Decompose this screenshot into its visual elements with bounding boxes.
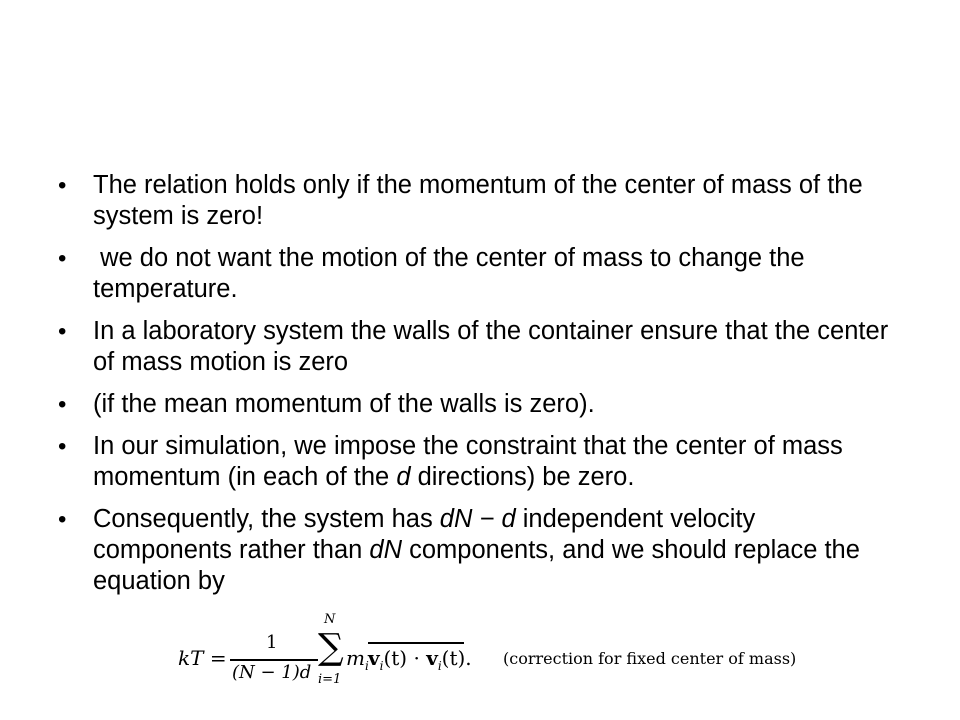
mass-symbol: m (346, 646, 365, 670)
velocity-symbol: v (368, 646, 380, 670)
velocity-subscript-2: i (437, 659, 442, 673)
bullet-text: In a laboratory system the walls of the container ensure that the center of mass motion is zero (93, 317, 889, 376)
bullet-item (58, 170, 898, 232)
summand-mass (346, 646, 369, 673)
bullet-dot-icon: • (58, 391, 67, 418)
bullet-item (58, 504, 898, 597)
bullet-text-part: independent velocity components rather than (93, 505, 756, 564)
bullet-item (58, 316, 898, 378)
sum-upper-limit: N (324, 612, 336, 627)
bullet-text: The relation holds only if the momentum of the center of mass of the system is zero! (93, 171, 863, 230)
equation-lhs: kT = (178, 646, 227, 670)
equation-note: (correction for fixed center of mass) (503, 649, 797, 668)
bullet-list (58, 170, 898, 608)
velocity-symbol-2: v (426, 646, 438, 670)
bullet-text: we do not want the motion of the center of mass to change the temperature. (93, 244, 812, 303)
bullet-text-italic: d (396, 463, 411, 491)
velocity-subscript: i (379, 659, 384, 673)
average-overline (368, 642, 464, 644)
bullet-text-italic: dN (369, 536, 403, 564)
bullet-dot-icon: • (58, 245, 67, 272)
sum-lower-limit: i=1 (318, 672, 342, 687)
bullet-item (58, 243, 898, 305)
bullet-text-italic: dN − d (439, 505, 516, 533)
bullet-text-part: components, and we should replace the equation by (93, 536, 860, 595)
fraction-bar (230, 659, 318, 661)
bullet-dot-icon: • (58, 506, 67, 533)
bullet-item (58, 431, 898, 493)
bullet-text: (if the mean momentum of the walls is zero). (93, 390, 595, 418)
bullet-dot-icon: • (58, 318, 67, 345)
velocity-argument: (t) · (383, 646, 427, 670)
velocity-product (368, 646, 472, 673)
bullet-dot-icon: • (58, 433, 67, 460)
equation-numerator: 1 (266, 632, 278, 653)
bullet-text-part: In our simulation, we impose the constraint that the center of mass momentum (in each of the (93, 432, 843, 491)
temperature-equation (178, 612, 838, 694)
bullet-item (58, 389, 898, 420)
mass-subscript: i (364, 659, 369, 673)
bullet-text-part: directions) be zero. (410, 463, 635, 491)
equation-denominator: (N − 1)d (232, 662, 312, 683)
sum-symbol: ∑ (318, 627, 344, 668)
bullet-dot-icon: • (58, 172, 67, 199)
velocity-argument-2: (t). (441, 646, 472, 670)
bullet-text-part: Consequently, the system has (93, 505, 440, 533)
